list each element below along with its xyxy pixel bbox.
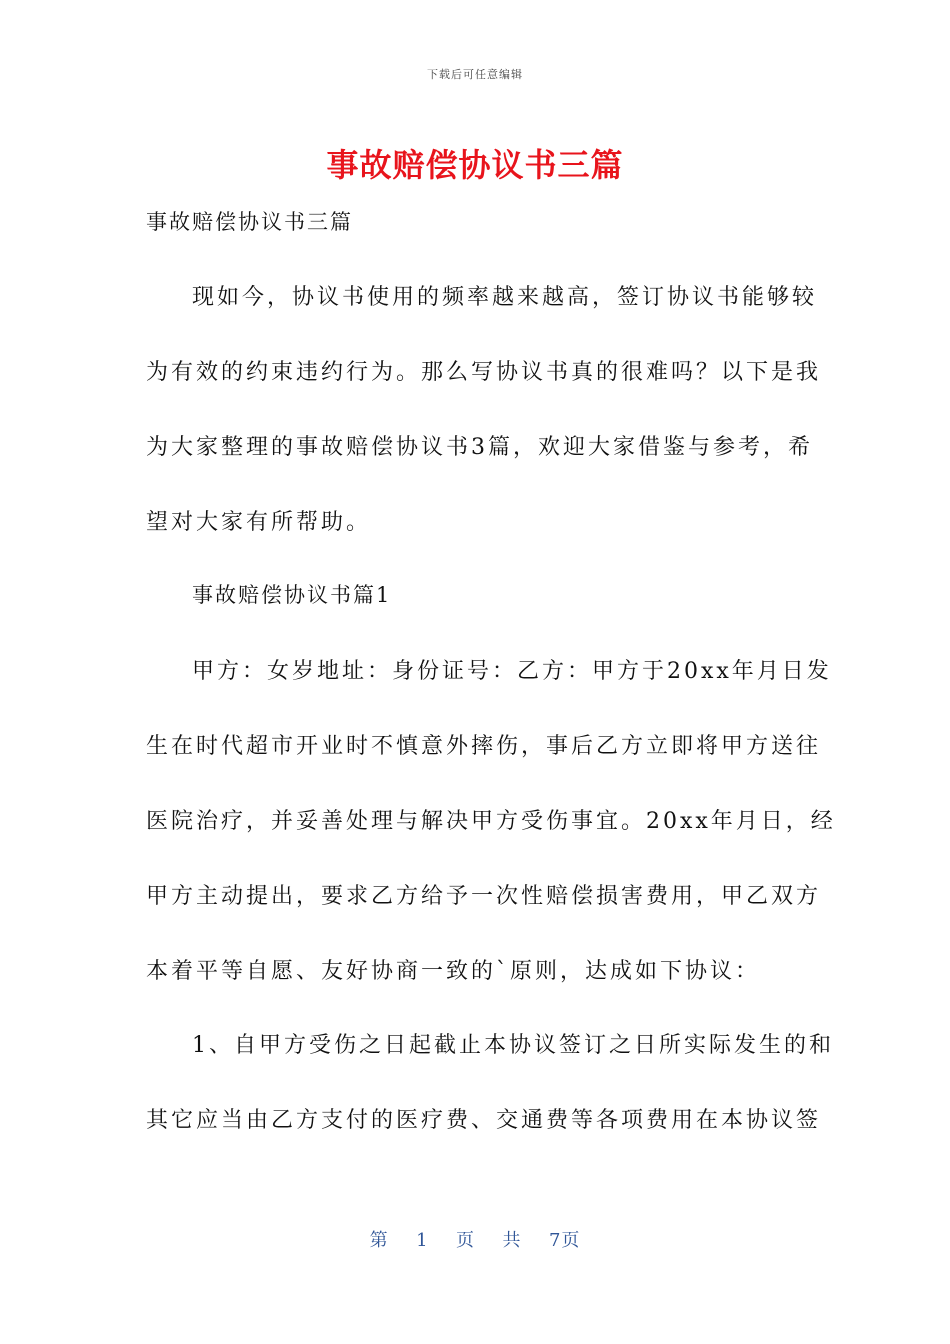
section-heading: 事故赔偿协议书篇1 [192,583,392,607]
footer-prefix: 第 [369,1230,389,1251]
paragraph-line: 现如今，协议书使用的频率越来越高，签订协议书能够较 [192,285,818,310]
footer-current-page: 1 [416,1230,429,1251]
paragraph-line: 为有效的约束违约行为。那么写协议书真的很难吗？以下是我 [146,360,822,385]
footer-page-word: 页 [456,1230,475,1251]
paragraph-line: 医院治疗，并妥善处理与解决甲方受伤事宜。20xx年月日，经 [146,809,836,834]
paragraph-line: 生在时代超市开业时不慎意外摔伤，事后乙方立即将甲方送往 [146,734,822,759]
paragraph-line: 望对大家有所帮助。 [146,510,372,535]
paragraph-line: 甲方主动提出，要求乙方给予一次性赔偿损害费用，甲乙双方 [146,884,822,909]
footer-total-word: 共 [502,1230,522,1251]
paragraph-line: 本着平等自愿、友好协商一致的`原则，达成如下协议： [146,959,761,984]
paragraph-line: 甲方：女岁地址：身份证号：乙方：甲方于20xx年月日发 [192,659,832,684]
document-title: 事故赔偿协议书三篇 [326,146,624,184]
page-footer [0,1226,950,1252]
header-note: 下载后可任意编辑 [427,68,523,81]
paragraph-line: 其它应当由乙方支付的医疗费、交通费等各项费用在本协议签 [146,1108,822,1133]
document-subtitle: 事故赔偿协议书三篇 [146,210,353,234]
paragraph-line: 为大家整理的事故赔偿协议书3篇，欢迎大家借鉴与参考，希 [146,435,813,460]
footer-total-pages: 7页 [548,1230,581,1251]
paragraph-line: 1、自甲方受伤之日起截止本协议签订之日所实际发生的和 [192,1033,834,1058]
